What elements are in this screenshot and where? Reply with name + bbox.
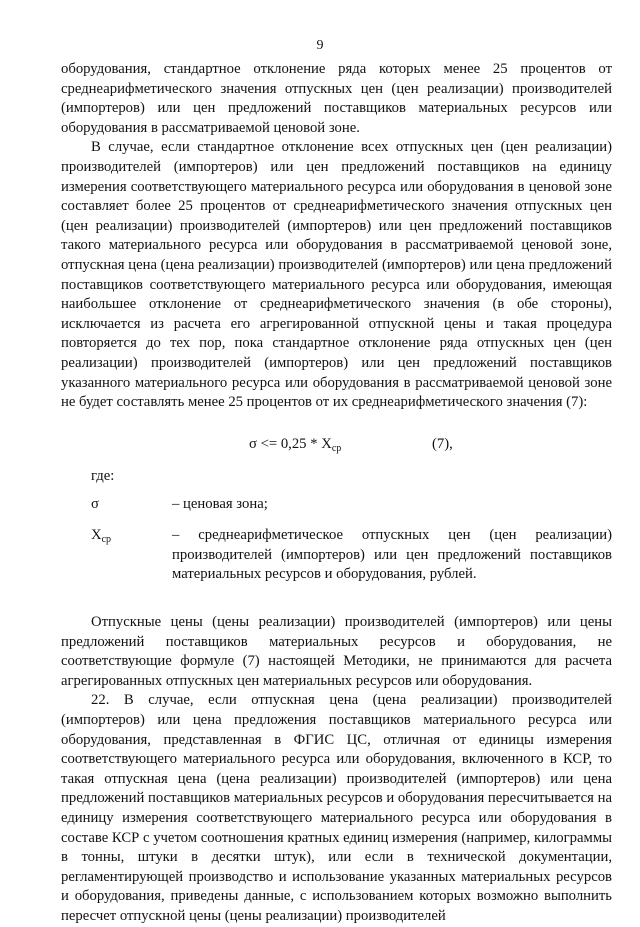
- paragraph-standard-deviation: В случае, если стандартное отклонение всех отпускных цен (цен реализации) производителей (импортеров) или цен предложений поставщиков на единицу измерения соответствующего материального ресурса или оборудования в ценовой зоне составляет более 25 процентов от среднеарифметического значения отпускных цен (цен реализации) производителей (импортеров) или цен предложений поставщиков такого материального ресурса или оборудования в рассматриваемой ценовой зоне, отпускная цена (цена реализации) производителей (импортеров) или цена предложений поставщиков соответствующего материального ресурса или оборудования, имеющая наибольшее отклонение от среднеарифметического значения (в обе стороны), исключается из расчета его агрегированной отпускной цены и такая процедура повторяется до тех пор, пока стандартное отклонение ряда отпускных цен (цен реализации) производителей (импортеров) или цен предложений поставщиков указанного материального ресурса или оборудования в рассматриваемой ценовой зоне не будет составлять менее 25 процентов от их среднеарифметического значения (7):: [61, 139, 612, 411]
- definition-text: – среднеарифметическое отпускных цен (цен реализации) производителей (импортеров) или цен предложений поставщиков материальных ресурсов и оборудования, рублей.: [172, 527, 612, 583]
- paragraph-22: 22. В случае, если отпускная цена (цена реализации) производителей (импортеров) или цена предложения поставщиков материального ресурса или оборудования, представленная в ФГИС ЦС, отличная от единицы измерения соответствующего материального ресурса или оборудования, включенного в КСР, то такая отпускная цена (цена реализации) производителей (импортеров) или цена предложений поставщиков материальных ресурсов и оборудования пересчитывается на единицу измерения соответствующего материального ресурса или оборудования в составе КСР с учетом соотношения кратных единиц измерения (например, килограммы в тонны, штуки в десятки штук), или если в технической документации, регламентирующей производство и использование указанных материальных ресурсов и оборудования, приведены данные, с использованием которых возможно выполнить пересчет отпускной цены (цены реализации) производителей: [61, 692, 612, 924]
- definition-symbol: $X_{ср}$: [91, 527, 112, 546]
- page-number: 9: [316, 38, 324, 53]
- formula-number: (7),: [432, 435, 453, 452]
- where-label: где:: [91, 467, 115, 484]
- definition-symbol: σ: [91, 495, 99, 512]
- formula-expression: $\sigma <= 0,25 * X_{ср}$: [249, 435, 342, 454]
- paragraph-continuation: оборудования, стандартное отклонение ряда которых менее 25 процентов от среднеарифметического значения отпускных цен (цен реализации) производителей (импортеров) или цен предложений поставщиков материальных ресурсов или оборудования в рассматриваемой ценовой зоне.: [61, 61, 612, 136]
- definition-sigma: [61, 495, 612, 515]
- document-body: [61, 60, 612, 927]
- definition-text: – ценовая зона;: [172, 495, 268, 512]
- definition-x-avg: [61, 526, 612, 585]
- paragraph-excluded-prices: Отпускные цены (цены реализации) производителей (импортеров) или цены предложений поставщиков материальных ресурсов и оборудования, не соответствующие формуле (7) настоящей Методики, не принимаются для расчета агрегированных отпускных цен материальных ресурсов или оборудования.: [61, 614, 612, 689]
- formula-7: [61, 423, 612, 467]
